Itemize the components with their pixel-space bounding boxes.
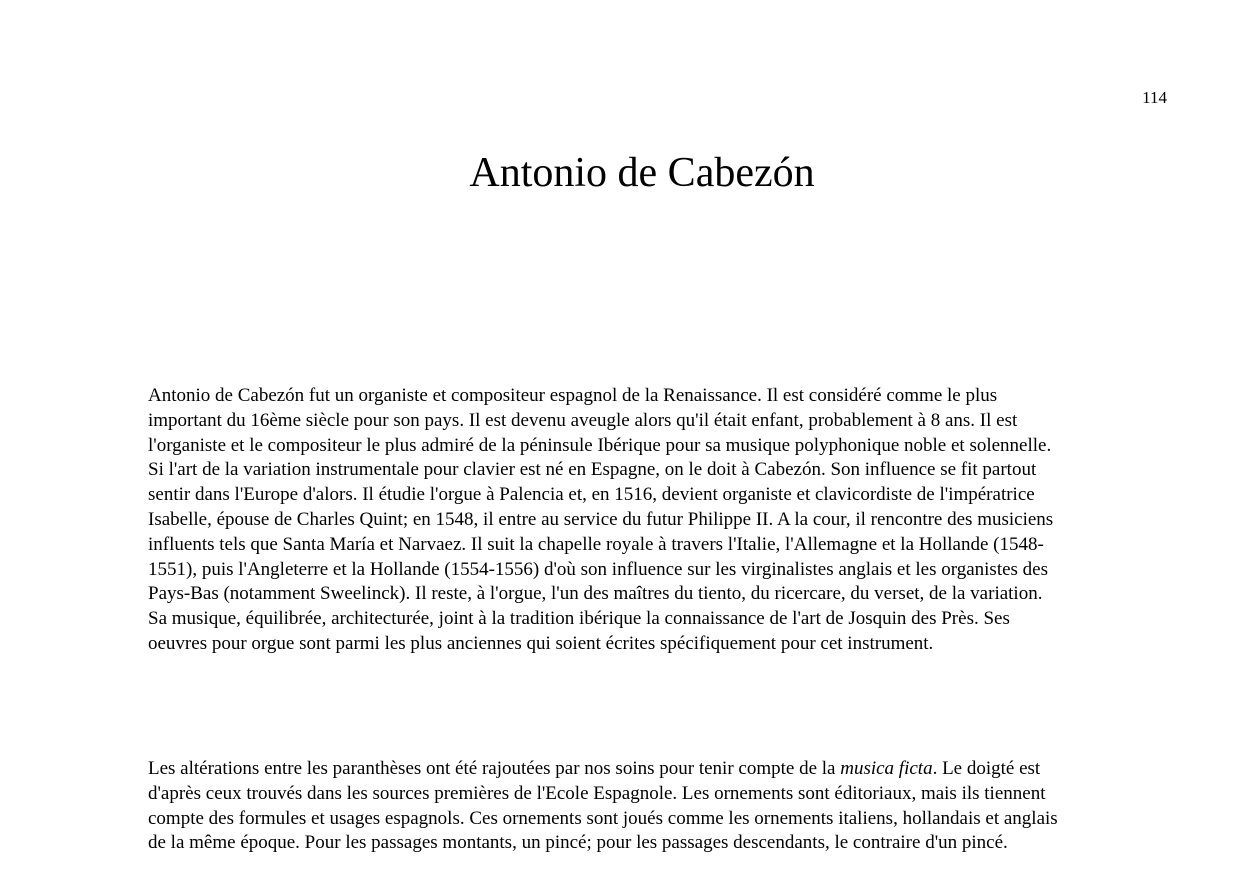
editorial-notes-paragraph — [148, 757, 1066, 856]
musica-ficta-term: musica ficta — [840, 758, 933, 779]
biography-paragraph: Antonio de Cabezón fut un organiste et compositeur espagnol de la Renaissance. Il est considéré comme le plus important du 16ème siècle pour son pays. Il est devenu aveugle alors qu'il était enfant, probablement à 8 ans. Il est l'organiste et le compositeur le plus admiré de la péninsule Ibérique pour sa musique polyphonique noble et solennelle. Si l'art de la variation instrumentale pour clavier est né en Espagne, on le doit à Cabezón. Son influence se fit partout sentir dans l'Europe d'alors. Il étudie l'orgue à Palencia et, en 1516, devient organiste et clavicordiste de l'impératrice Isabelle, épouse de Charles Quint; en 1548, il entre au service du futur Philippe II. A la cour, il rencontre des musiciens influents tels que Santa María et Narvaez. Il suit la chapelle royale à travers l'Italie, l'Allemagne et la Hollande (1548-1551), puis l'Angleterre et la Hollande (1554-1556) d'où son influence sur les virginalistes anglais et les organistes des Pays-Bas (notamment Sweelinck). Il reste, à l'orgue, l'un des maîtres du tiento, du ricercare, du verset, de la variation. Sa musique, équilibrée, architecturée, joint à la tradition ibérique la connaissance de l'art de Josquin des Près. Ses oeuvres pour orgue sont parmi les plus anciennes qui soient écrites spécifiquement pour cet instrument. — [148, 385, 1054, 654]
notes-rest-text: . Le doigté est d'après ceux trouvés dans les sources premières de l'Ecole Espagnole. Les ornements sont éditoriaux, mais ils tiennent compte des formules et usages espagnols. Ces ornements sont joués comme les ornements italiens, hollandais et anglais de la même époque. Pour les passages montants, un pincé; pour les passages descendants, le contraire d'un pincé. — [148, 758, 1058, 854]
notes-intro-text: Les altérations entre les paranthèses ont été rajoutées par nos soins pour tenir compte de la — [148, 758, 841, 779]
page-title: Antonio de Cabezón — [469, 150, 815, 196]
page-number: 114 — [1142, 88, 1167, 107]
